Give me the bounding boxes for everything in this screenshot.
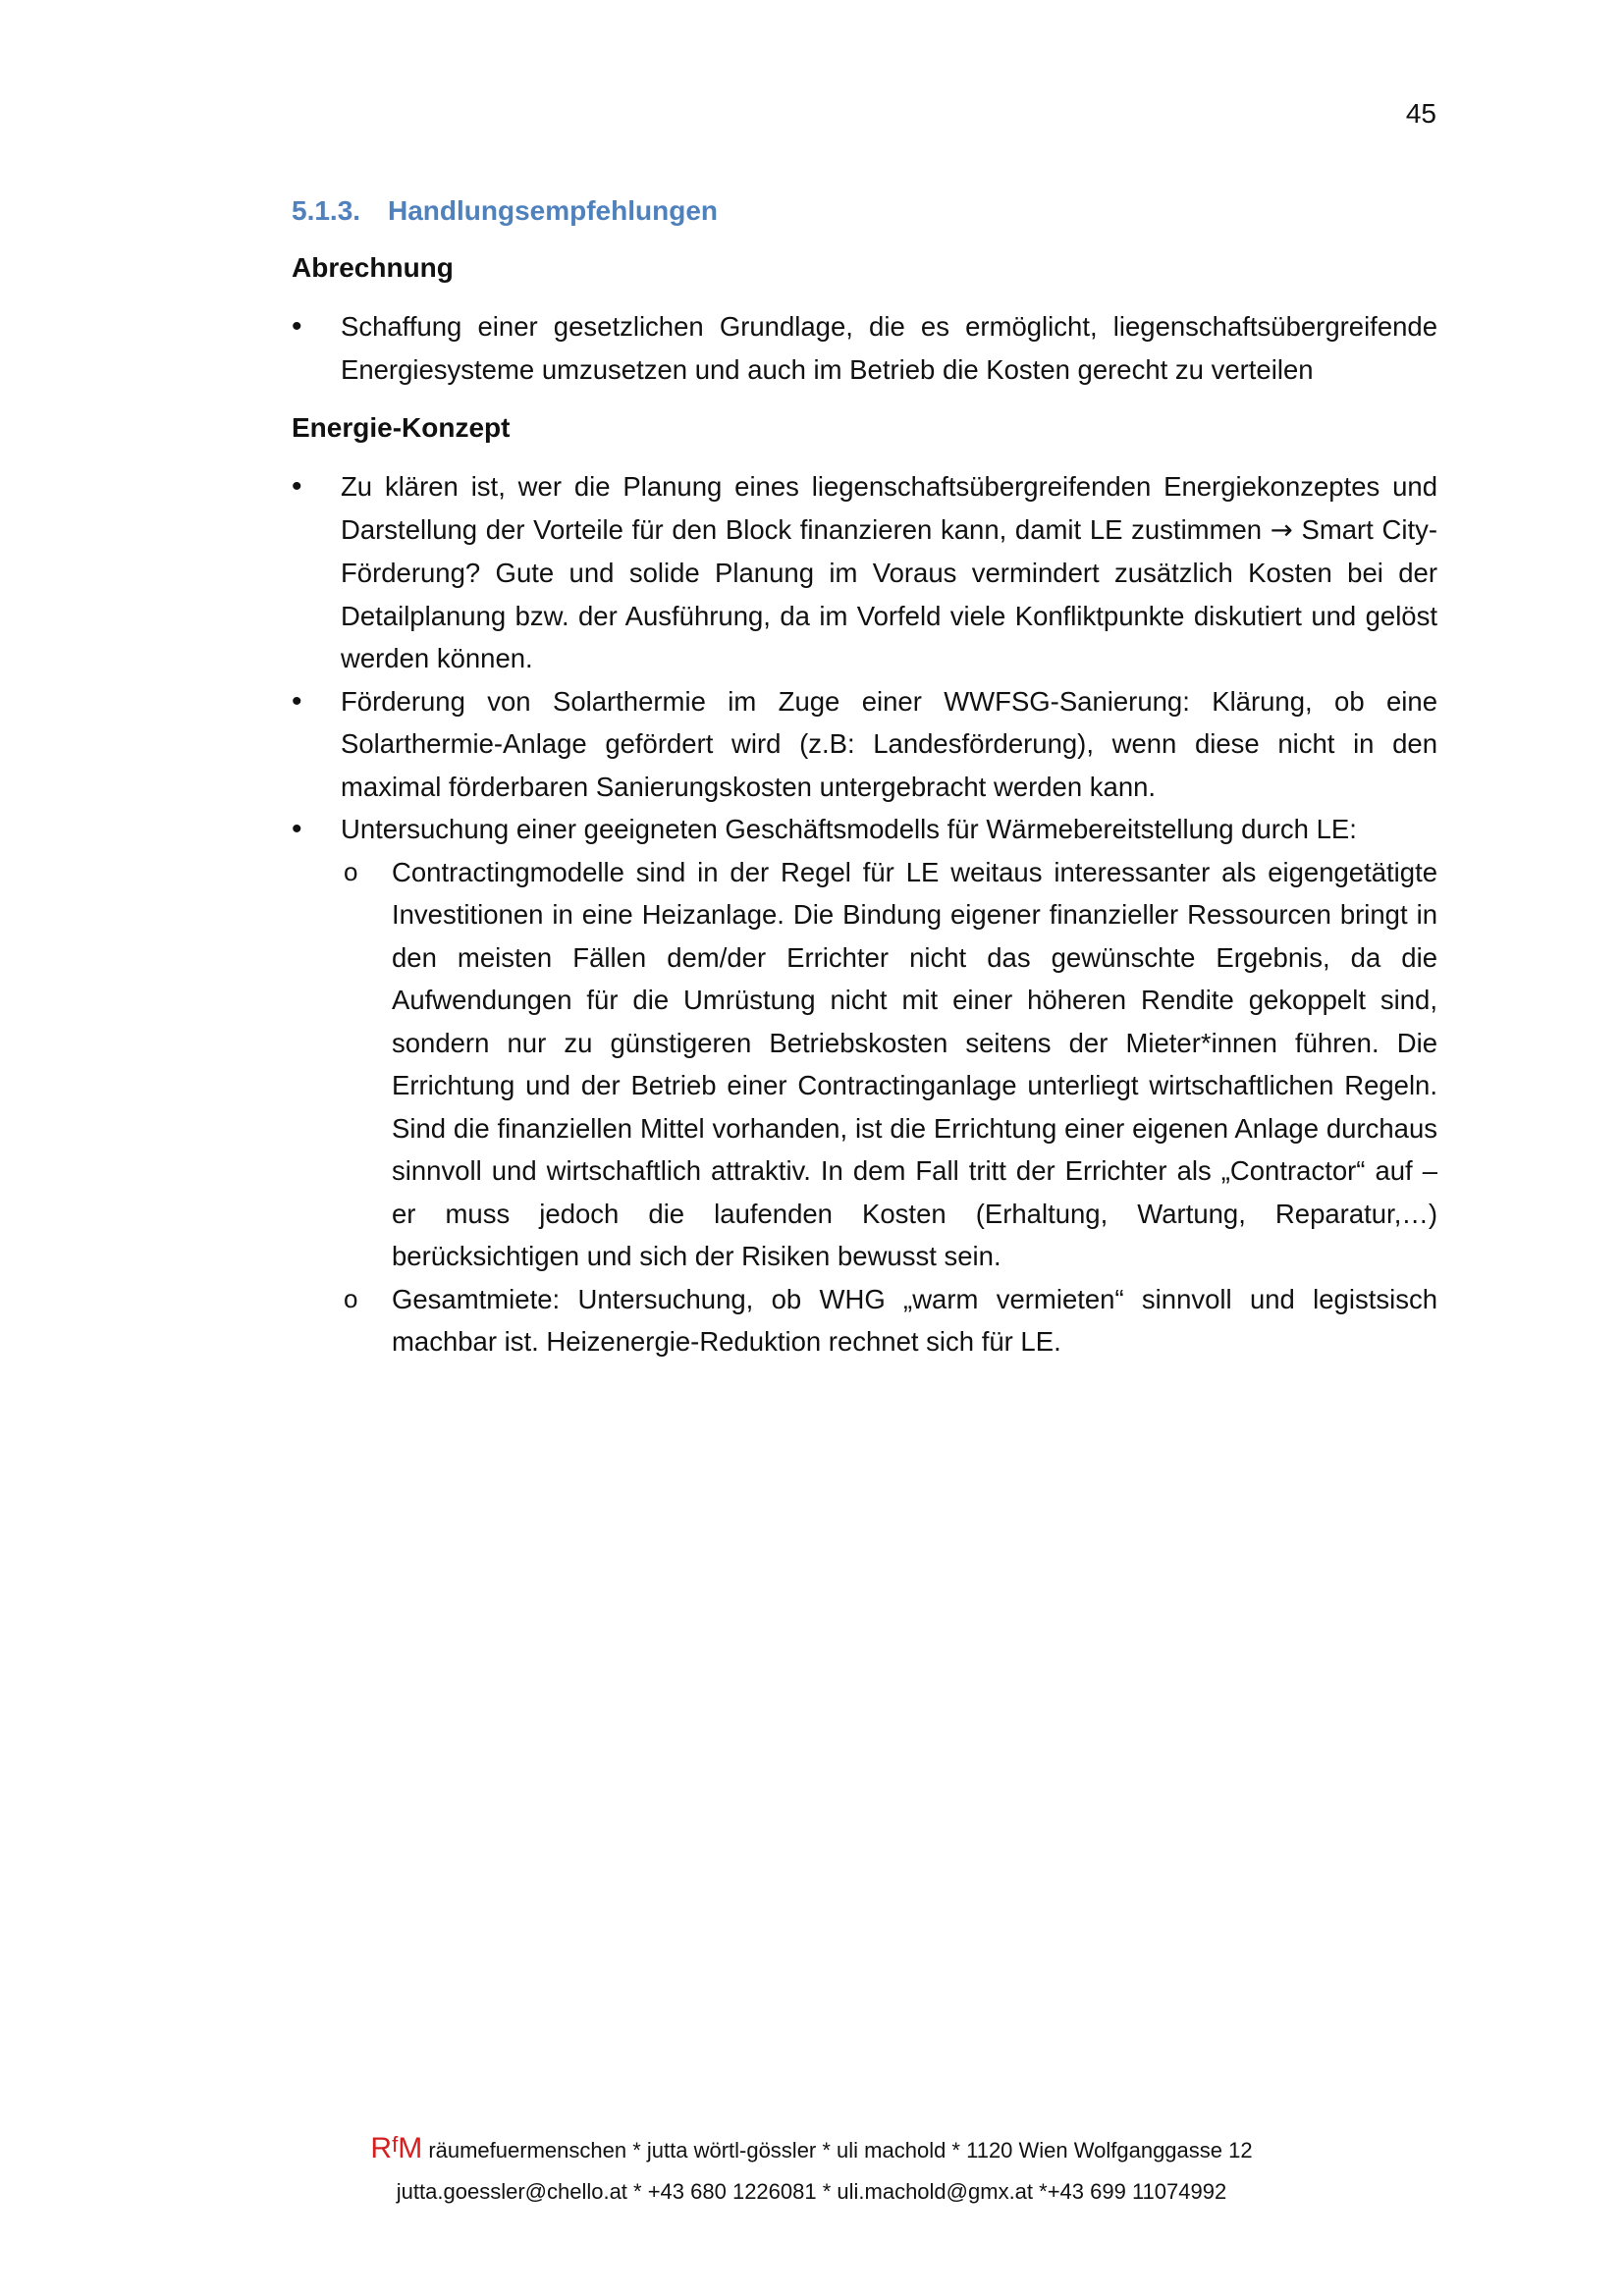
sub-list-item	[341, 851, 1437, 1278]
main-content	[292, 191, 1437, 1381]
sub-list	[341, 851, 1437, 1363]
logo-letter-r: R	[370, 2132, 393, 2164]
list-item-text: Untersuchung einer geeigneten Geschäftsmodells für Wärmebereitstellung durch LE:	[341, 814, 1357, 844]
page-number: 45	[1405, 98, 1436, 129]
footer-line-1	[0, 2128, 1623, 2171]
list-item-text: Schaffung einer gesetzlichen Grundlage, die es ermöglicht, liegenschaftsübergreifende Energiesysteme umzusetzen und auch im Betrieb die Kosten gerecht zu verteilen	[341, 311, 1437, 385]
footer-line-2: jutta.goessler@chello.at * +43 680 1226081 * uli.machold@gmx.at *+43 699 11074992	[396, 2179, 1227, 2204]
section-title: Handlungsempfehlungen	[388, 195, 718, 226]
arrow-right-icon: →	[1270, 513, 1293, 546]
footer-address: räumefuermenschen * jutta wörtl-gössler * uli machold * 1120 Wien Wolfganggasse 12	[428, 2138, 1253, 2163]
sub-list-item-text: Contractingmodelle sind in der Regel für LE weitaus interessanter als eigengetätigte Investitionen in eine Heizanlage. Die Bindung eigener finanzieller Ressourcen bringt in den meisten Fällen dem/der Errichter nicht das gewünschte Ergebnis, da die Aufwendungen für die Umrüstung nicht mit einer höheren Rendite gekoppelt sind, sondern nur zu günstigeren Betriebskosten seitens der Mieter*innen führen. Die Errichtung und der Betrieb einer Contractinganlage unterliegt wirtschaftlichen Regeln. Sind die finanziellen Mittel vorhanden, ist die Errichtung einer eigenen Anlage durchaus sinnvoll und wirtschaftlich attraktiv. In dem Fall tritt der Errichter als „Contractor“ auf – er muss jedoch die laufenden Kosten (Erhaltung, Wartung, Reparatur,…) berücksichtigen und sich der Risiken bewusst sein.	[392, 856, 1437, 1271]
energie-heading: Energie-Konzept	[292, 412, 511, 443]
bullet-icon: •	[292, 470, 302, 503]
sub-list-item	[341, 1278, 1437, 1363]
list-item	[292, 680, 1437, 809]
bullet-icon: •	[292, 813, 302, 845]
page-footer	[0, 2128, 1623, 2213]
list-item-text: Förderung von Solarthermie im Zuge einer WWFSG-Sanierung: Klärung, ob eine Solarthermie-Anlage gefördert wird (z.B: Landesförderung), wenn diese nicht in den maximal förderbaren Sanierungskosten untergebracht werden kann.	[341, 685, 1437, 802]
rfm-logo	[370, 2132, 422, 2164]
bullet-icon: •	[292, 310, 302, 343]
circle-bullet-icon: o	[344, 1283, 358, 1313]
list-item	[292, 808, 1437, 1363]
list-item	[292, 465, 1437, 680]
bullet-icon: •	[292, 684, 302, 718]
abrechnung-list	[292, 305, 1437, 391]
circle-bullet-icon: o	[344, 856, 358, 886]
list-item-text: Zu klären ist, wer die Planung eines liegenschaftsübergreifenden Energiekonzeptes und Darstellung der Vorteile für den Block finanzieren kann, damit LE zustimmen	[341, 471, 1437, 545]
section-number: 5.1.3.	[292, 195, 361, 226]
list-item	[292, 305, 1437, 391]
logo-letter-f: f	[392, 2132, 399, 2157]
logo-letter-m: M	[398, 2132, 423, 2164]
energie-list	[292, 465, 1437, 1363]
sub-list-item-text: Gesamtmiete: Untersuchung, ob WHG „warm vermieten“ sinnvoll und legistsisch machbar ist. Heizenergie-Reduktion rechnet sich für LE.	[392, 1283, 1437, 1357]
list-item-text: Smart City-Förderung? Gute und solide Planung im Voraus vermindert zusätzlich Kosten bei der Detailplanung bzw. der Ausführung, da im Vorfeld viele Konfliktpunkte diskutiert und gelöst werden können.	[341, 513, 1438, 673]
section-heading	[292, 191, 1437, 231]
abrechnung-heading: Abrechnung	[292, 252, 454, 283]
